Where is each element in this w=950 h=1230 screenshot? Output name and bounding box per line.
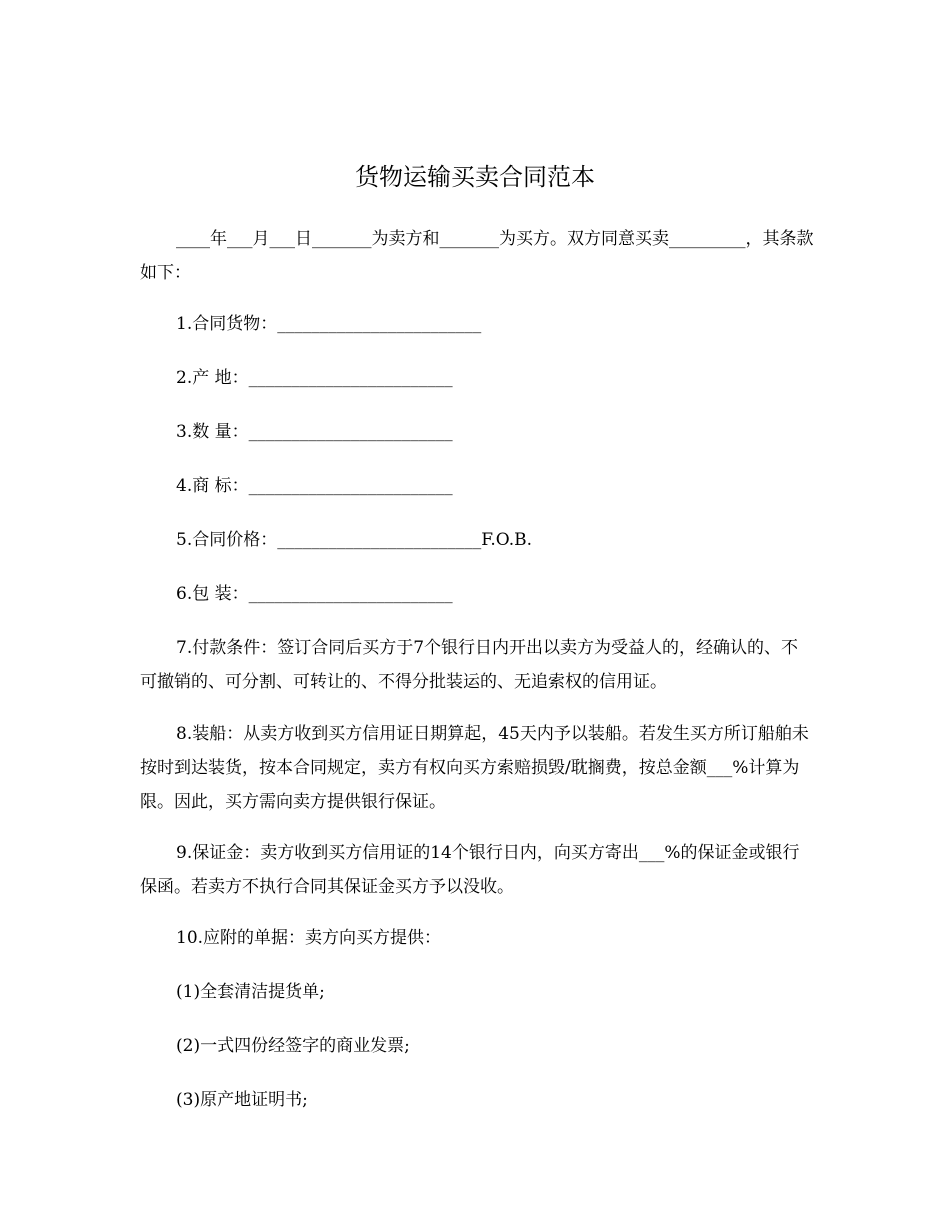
document-item-origin-certificate: (3)原产地证明书;: [176, 1090, 308, 1110]
clause-packing: 6.包 装：________________________: [176, 584, 453, 604]
document-item-invoice: (2)一式四份经签字的商业发票;: [176, 1036, 410, 1056]
clause-payment: 7.付款条件：签订合同后买方于7个银行日内开出以卖方为受益人的，经确认的、不可撤销的、可分割、可转让的、不得分批装运的、无追索权的信用证。: [140, 638, 799, 692]
intro-paragraph: ____年___月___日_______为卖方和_______为买方。双方同意买卖_________，其条款如下：: [140, 229, 814, 283]
clause-quantity: 3.数 量：________________________: [176, 422, 453, 442]
clause-origin: 2.产 地：________________________: [176, 368, 453, 388]
document-title: 货物运输买卖合同范本: [355, 163, 595, 191]
document-item-bill-of-lading: (1)全套清洁提货单;: [176, 982, 325, 1002]
clause-shipment: 8.装船：从卖方收到买方信用证日期算起，45天内予以装船。若发生买方所订船舶未按时到达装货，按本合同规定，卖方有权向买方索赔损毁/耽搁费，按总金额___%计算为限。因此，买方需向卖方提供银行保证。: [140, 724, 809, 812]
clause-price: 5.合同价格：________________________F.O.B.: [176, 530, 533, 550]
clause-goods: 1.合同货物：________________________: [176, 314, 482, 334]
clause-trademark: 4.商 标：________________________: [176, 476, 453, 496]
clause-documents: 10.应附的单据：卖方向买方提供：: [176, 928, 442, 948]
clause-deposit: 9.保证金：卖方收到买方信用证的14个银行日内，向买方寄出___%的保证金或银行保函。若卖方不执行合同其保证金买方予以没收。: [140, 843, 800, 897]
